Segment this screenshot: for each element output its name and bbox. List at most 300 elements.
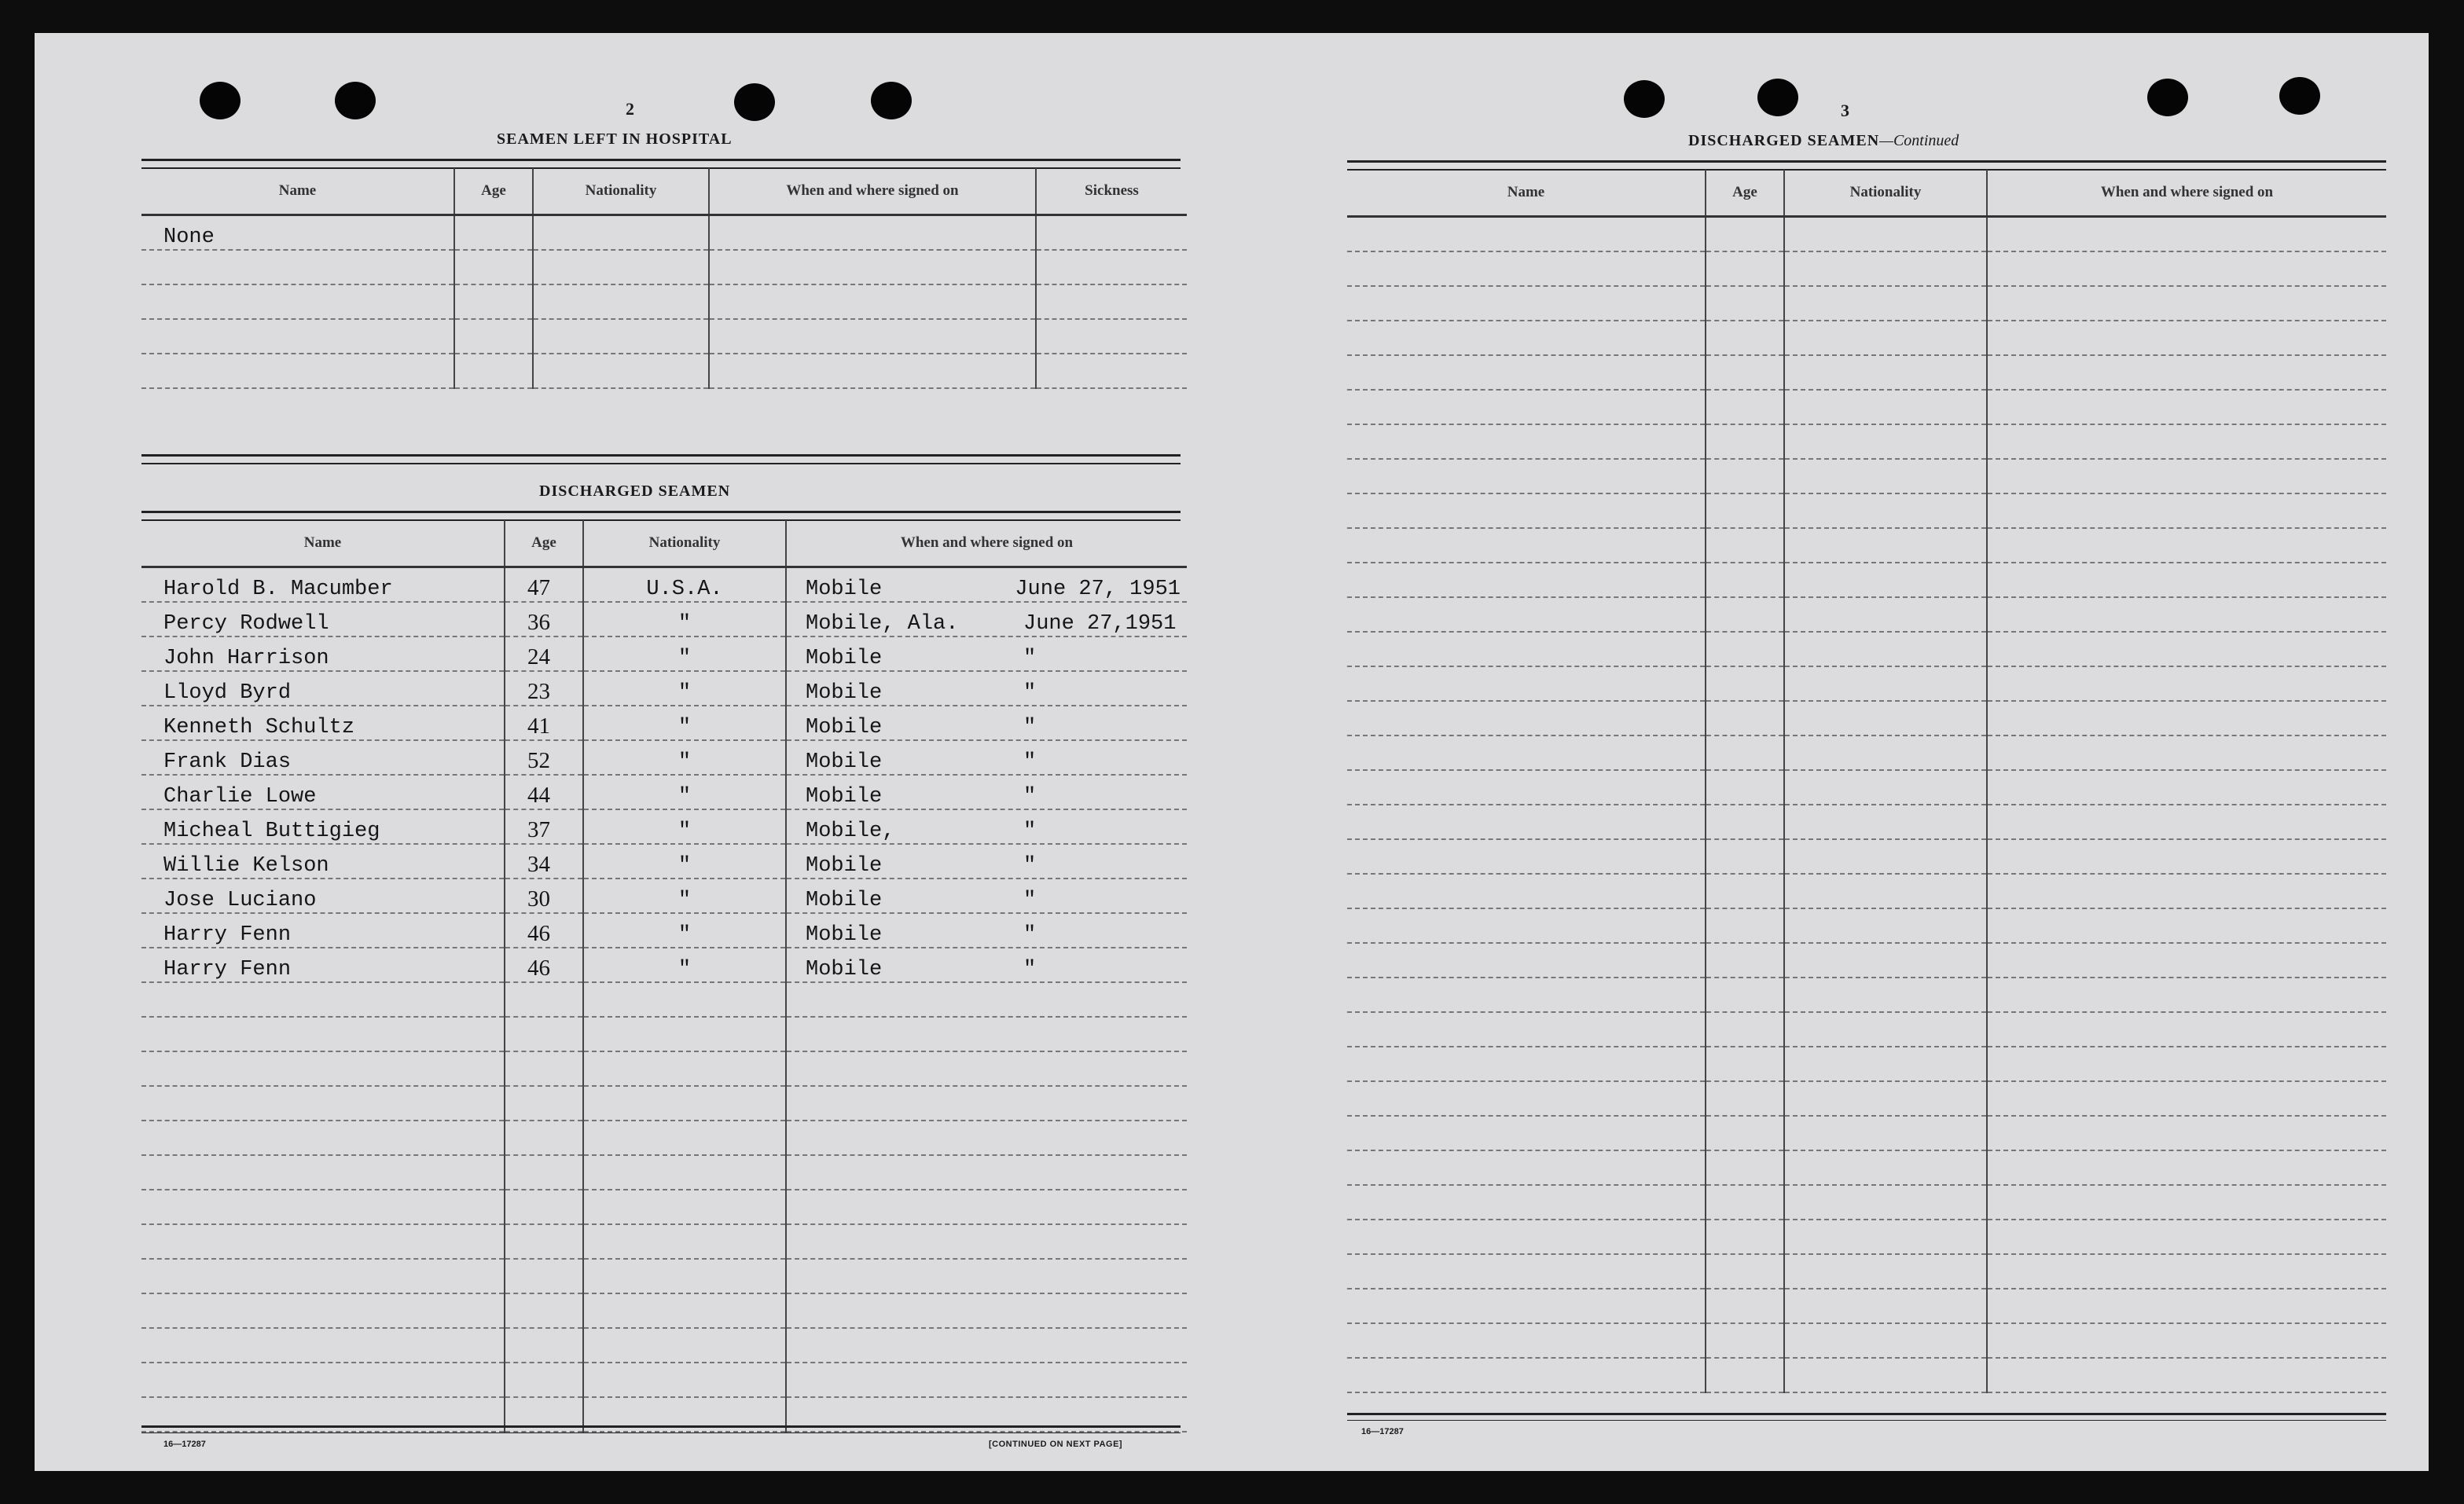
table-row <box>1347 321 2386 355</box>
table-cell <box>533 354 709 388</box>
table-cell <box>1784 217 1987 252</box>
seaman-nationality <box>583 1121 786 1155</box>
seaman-name: Kenneth Schultz <box>141 706 505 740</box>
seaman-name: Percy Rodwell <box>141 602 505 636</box>
signed-on <box>786 671 1187 706</box>
table-row <box>141 567 1187 603</box>
table-cell <box>1987 321 2386 355</box>
table-row <box>1347 424 2386 459</box>
table-cell <box>1347 666 1706 701</box>
signed-on-place: Mobile <box>806 578 883 601</box>
seaman-age <box>505 1086 583 1121</box>
seaman-name: Jose Luciano <box>141 879 505 913</box>
seaman-name: Lloyd Byrd <box>141 671 505 706</box>
signed-on <box>786 948 1187 982</box>
table-row <box>1347 632 2386 666</box>
signed-on-place: Mobile, <box>806 820 895 843</box>
signed-on <box>786 982 1187 1017</box>
signed-on-wrap <box>806 750 1187 774</box>
table-cell <box>1706 701 1784 735</box>
signed-on <box>786 1051 1187 1086</box>
table-cell <box>1706 735 1784 770</box>
seaman-age: 24 <box>505 636 583 671</box>
signed-on <box>786 1121 1187 1155</box>
signed-on <box>786 1293 1187 1328</box>
page-number: 3 <box>1841 101 1849 120</box>
seaman-name: Frank Dias <box>141 740 505 775</box>
table-row <box>141 948 1187 982</box>
seaman-age: 37 <box>505 809 583 844</box>
seaman-nationality <box>583 982 786 1017</box>
table-row <box>1347 355 2386 390</box>
table-row <box>141 215 1187 251</box>
table-cell <box>1347 735 1706 770</box>
seaman-name: Willie Kelson <box>141 844 505 879</box>
table-row <box>1347 1220 2386 1254</box>
seaman-age: 36 <box>505 602 583 636</box>
table-cell <box>1784 1150 1987 1185</box>
double-rule <box>141 454 1181 464</box>
table-cell <box>1987 908 2386 943</box>
signed-on <box>786 1155 1187 1190</box>
signed-on-place: Mobile <box>806 923 883 947</box>
seaman-age: 46 <box>505 913 583 948</box>
table-cell <box>1784 1012 1987 1047</box>
seaman-nationality: " <box>583 844 786 879</box>
discharged-continued-table <box>1347 170 2386 1393</box>
table-row <box>141 602 1187 636</box>
seaman-nationality <box>583 1017 786 1051</box>
table-cell <box>1036 354 1187 388</box>
table-cell <box>1784 251 1987 286</box>
table-row <box>1347 251 2386 286</box>
table-cell <box>1347 1323 1706 1358</box>
seaman-age: 34 <box>505 844 583 879</box>
seaman-nationality <box>583 1155 786 1190</box>
signed-on-date: " <box>1023 854 1037 878</box>
table-cell <box>1784 528 1987 563</box>
table-row <box>1347 701 2386 735</box>
seaman-name: Harry Fenn <box>141 948 505 982</box>
seaman-age: 30 <box>505 879 583 913</box>
table-row <box>1347 1358 2386 1392</box>
table-cell <box>1784 1047 1987 1081</box>
table-row <box>141 319 1187 354</box>
table-row <box>1347 528 2386 563</box>
table-cell <box>1987 978 2386 1012</box>
table-row <box>141 1051 1187 1086</box>
signed-on-wrap <box>806 923 1187 947</box>
table-cell <box>533 215 709 251</box>
signed-on-date: " <box>1023 820 1037 843</box>
table-row <box>1347 943 2386 978</box>
table-cell <box>1347 1358 1706 1392</box>
table-cell <box>454 250 533 284</box>
table-cell <box>1706 390 1784 424</box>
table-row <box>141 706 1187 740</box>
table-cell <box>1347 874 1706 908</box>
signed-on-date: " <box>1023 889 1037 912</box>
signed-on <box>786 740 1187 775</box>
table-cell <box>1347 943 1706 978</box>
table-cell <box>454 354 533 388</box>
table-row <box>1347 666 2386 701</box>
column-header: When and where signed on <box>786 520 1187 567</box>
signed-on-place: Mobile <box>806 716 883 739</box>
table-row <box>141 354 1187 388</box>
seaman-age <box>505 1328 583 1363</box>
table-row <box>1347 770 2386 805</box>
table-cell <box>1987 874 2386 908</box>
table-cell <box>1987 805 2386 839</box>
table-cell <box>1347 908 1706 943</box>
table-row <box>1347 735 2386 770</box>
table-cell <box>1784 355 1987 390</box>
signed-on-date: " <box>1023 785 1037 809</box>
table-cell <box>454 215 533 251</box>
table-cell <box>1987 770 2386 805</box>
signed-on-date: June 27, 1951 <box>1015 578 1181 601</box>
table-cell <box>1784 321 1987 355</box>
table-cell <box>1784 632 1987 666</box>
table-cell <box>1784 978 1987 1012</box>
table-cell <box>1784 908 1987 943</box>
column-header: When and where signed on <box>709 168 1036 215</box>
seaman-name <box>141 1259 505 1293</box>
table-cell <box>1784 424 1987 459</box>
table-cell <box>1784 597 1987 632</box>
signed-on-wrap <box>806 820 1187 843</box>
table-cell <box>1706 666 1784 701</box>
table-cell <box>141 319 454 354</box>
seaman-nationality <box>583 1363 786 1397</box>
seaman-name <box>141 1051 505 1086</box>
table-cell <box>1987 1150 2386 1185</box>
signed-on-wrap <box>806 958 1187 981</box>
table-row <box>1347 1081 2386 1116</box>
column-header: Sickness <box>1036 168 1187 215</box>
seaman-nationality <box>583 1190 786 1224</box>
signed-on <box>786 602 1187 636</box>
signed-on <box>786 879 1187 913</box>
signed-on-date: " <box>1023 716 1037 739</box>
table-cell <box>1987 1012 2386 1047</box>
table-row <box>1347 1116 2386 1150</box>
bottom-rule <box>141 1425 1181 1433</box>
signed-on <box>786 636 1187 671</box>
table-cell <box>1987 735 2386 770</box>
table-cell <box>1987 1254 2386 1289</box>
table-cell: None <box>141 215 454 251</box>
column-header: Nationality <box>533 168 709 215</box>
table-cell <box>1706 1358 1784 1392</box>
table-row <box>1347 493 2386 528</box>
hospital-table <box>141 168 1187 389</box>
table-cell <box>1347 1220 1706 1254</box>
table-cell <box>1706 597 1784 632</box>
signed-on-date: " <box>1023 647 1037 670</box>
seaman-nationality: " <box>583 740 786 775</box>
table-row <box>1347 839 2386 874</box>
table-cell <box>709 354 1036 388</box>
form-code: 16—17287 <box>1361 1427 1404 1436</box>
table-cell <box>1347 1012 1706 1047</box>
table-cell <box>1347 1116 1706 1150</box>
table-cell <box>1347 805 1706 839</box>
table-cell <box>1987 597 2386 632</box>
table-row <box>1347 1012 2386 1047</box>
seaman-name <box>141 1155 505 1190</box>
signed-on-date: " <box>1023 923 1037 947</box>
table-cell <box>1347 563 1706 597</box>
table-cell <box>1987 1358 2386 1392</box>
signed-on <box>786 1190 1187 1224</box>
seaman-nationality: " <box>583 636 786 671</box>
table-cell <box>1347 978 1706 1012</box>
seaman-age: 23 <box>505 671 583 706</box>
signed-on-place: Mobile <box>806 750 883 774</box>
signed-on-place: Mobile <box>806 647 883 670</box>
table-row <box>1347 1047 2386 1081</box>
seaman-name <box>141 1293 505 1328</box>
seaman-nationality <box>583 1086 786 1121</box>
table-row <box>141 1259 1187 1293</box>
table-cell <box>1784 1081 1987 1116</box>
signed-on <box>786 1086 1187 1121</box>
signed-on-place: Mobile <box>806 681 883 705</box>
table-cell <box>1784 286 1987 321</box>
table-cell <box>1784 459 1987 493</box>
table-row <box>1347 1323 2386 1358</box>
table-cell <box>709 250 1036 284</box>
table-row <box>1347 1254 2386 1289</box>
signed-on-place: Mobile <box>806 889 883 912</box>
signed-on-place: Mobile, Ala. <box>806 612 959 636</box>
table-cell <box>1987 493 2386 528</box>
table-cell <box>1784 874 1987 908</box>
signed-on-wrap <box>806 647 1187 670</box>
seaman-age <box>505 1155 583 1190</box>
table-cell <box>454 319 533 354</box>
signed-on <box>786 567 1187 603</box>
table-row <box>141 775 1187 809</box>
table-cell <box>1987 286 2386 321</box>
seaman-nationality: " <box>583 706 786 740</box>
seaman-nationality: " <box>583 775 786 809</box>
table-row <box>141 250 1187 284</box>
table-row <box>1347 390 2386 424</box>
table-cell <box>1347 528 1706 563</box>
signed-on-date: June 27,1951 <box>1023 612 1177 636</box>
seaman-name <box>141 1121 505 1155</box>
table-cell <box>1784 1116 1987 1150</box>
table-cell <box>1987 943 2386 978</box>
table-cell <box>1347 597 1706 632</box>
table-row <box>141 636 1187 671</box>
table-cell <box>1987 701 2386 735</box>
table-cell <box>1347 1185 1706 1220</box>
table-row <box>141 844 1187 879</box>
table-cell <box>1987 1323 2386 1358</box>
table-cell <box>1347 1150 1706 1185</box>
table-cell <box>1784 563 1987 597</box>
seaman-age <box>505 1051 583 1086</box>
table-cell <box>1706 839 1784 874</box>
table-cell <box>1706 1289 1784 1323</box>
seaman-nationality <box>583 1051 786 1086</box>
column-header: Nationality <box>1784 170 1987 217</box>
table-cell <box>1036 319 1187 354</box>
table-cell <box>1987 632 2386 666</box>
seaman-name: Charlie Lowe <box>141 775 505 809</box>
table-cell <box>1706 424 1784 459</box>
seaman-age <box>505 1190 583 1224</box>
ledger-sheet <box>35 33 2429 1471</box>
table-cell <box>1784 1323 1987 1358</box>
table-cell <box>1987 1289 2386 1323</box>
table-cell <box>1347 1047 1706 1081</box>
signed-on-wrap <box>806 681 1187 705</box>
table-cell <box>1706 978 1784 1012</box>
table-cell <box>1706 321 1784 355</box>
table-cell <box>1036 215 1187 251</box>
table-cell <box>1784 1185 1987 1220</box>
table-cell <box>1347 251 1706 286</box>
seaman-nationality: " <box>583 809 786 844</box>
table-cell <box>141 354 454 388</box>
continued-note: [CONTINUED ON NEXT PAGE] <box>989 1440 1123 1449</box>
table-cell <box>533 319 709 354</box>
table-cell <box>1706 528 1784 563</box>
table-row <box>141 809 1187 844</box>
table-cell <box>1706 632 1784 666</box>
table-row <box>141 1293 1187 1328</box>
column-header: Age <box>505 520 583 567</box>
table-cell <box>1987 839 2386 874</box>
signed-on-wrap <box>806 578 1187 601</box>
table-cell <box>1706 1081 1784 1116</box>
table-cell <box>1347 493 1706 528</box>
seaman-name <box>141 1190 505 1224</box>
seaman-age: 47 <box>505 567 583 603</box>
signed-on <box>786 1259 1187 1293</box>
table-cell <box>1784 1254 1987 1289</box>
seaman-age <box>505 1293 583 1328</box>
signed-on <box>786 1363 1187 1397</box>
table-cell <box>1706 563 1784 597</box>
table-row <box>1347 978 2386 1012</box>
table-row <box>1347 874 2386 908</box>
seaman-name <box>141 1328 505 1363</box>
table-cell <box>1706 1323 1784 1358</box>
signed-on-place: Mobile <box>806 854 883 878</box>
form-code: 16—17287 <box>163 1440 206 1449</box>
signed-on-wrap <box>806 854 1187 878</box>
table-row <box>141 1121 1187 1155</box>
column-header: When and where signed on <box>1987 170 2386 217</box>
table-cell <box>1784 805 1987 839</box>
table-cell <box>709 215 1036 251</box>
table-row <box>1347 805 2386 839</box>
table-cell <box>1347 217 1706 252</box>
signed-on-wrap <box>806 716 1187 739</box>
table-row <box>1347 217 2386 252</box>
table-cell <box>709 319 1036 354</box>
column-header: Age <box>454 168 533 215</box>
table-cell <box>1706 1185 1784 1220</box>
signed-on-date: " <box>1023 750 1037 774</box>
signed-on <box>786 1017 1187 1051</box>
left-page <box>107 33 1192 1471</box>
seaman-nationality <box>583 1259 786 1293</box>
table-cell <box>1706 1047 1784 1081</box>
table-cell <box>533 284 709 319</box>
seaman-age <box>505 982 583 1017</box>
table-cell <box>1987 424 2386 459</box>
table-cell <box>1784 390 1987 424</box>
signed-on <box>786 1224 1187 1259</box>
seaman-nationality: " <box>583 913 786 948</box>
page-number: 2 <box>626 99 634 119</box>
table-cell <box>1347 770 1706 805</box>
table-cell <box>1784 493 1987 528</box>
table-cell <box>1987 251 2386 286</box>
seaman-name <box>141 1086 505 1121</box>
signed-on-place: Mobile <box>806 958 883 981</box>
table-row <box>141 671 1187 706</box>
bottom-rule <box>1347 1413 2386 1421</box>
seaman-age: 46 <box>505 948 583 982</box>
signed-on <box>786 706 1187 740</box>
table-cell <box>1987 528 2386 563</box>
seaman-name: Micheal Buttigieg <box>141 809 505 844</box>
seaman-name <box>141 982 505 1017</box>
table-cell <box>1347 1081 1706 1116</box>
seaman-nationality: U.S.A. <box>583 567 786 603</box>
table-cell <box>1987 390 2386 424</box>
table-cell <box>1784 666 1987 701</box>
seaman-name: Harry Fenn <box>141 913 505 948</box>
seaman-name: Harold B. Macumber <box>141 567 505 603</box>
seaman-age <box>505 1017 583 1051</box>
table-cell <box>1347 321 1706 355</box>
table-cell <box>1347 1289 1706 1323</box>
table-cell <box>1784 1220 1987 1254</box>
table-cell <box>1347 1254 1706 1289</box>
table-row <box>141 1190 1187 1224</box>
table-cell <box>1987 1081 2386 1116</box>
seaman-name <box>141 1224 505 1259</box>
table-row <box>1347 1185 2386 1220</box>
table-cell <box>454 284 533 319</box>
table-cell <box>1784 1289 1987 1323</box>
table-cell <box>1987 1047 2386 1081</box>
table-cell <box>1706 1220 1784 1254</box>
column-header: Name <box>141 520 505 567</box>
table-row <box>141 740 1187 775</box>
table-cell <box>1987 1116 2386 1150</box>
table-row <box>1347 459 2386 493</box>
section-title-discharged: DISCHARGED SEAMEN <box>539 482 731 500</box>
table-row <box>141 1017 1187 1051</box>
title-continued: —Continued <box>1879 132 1959 149</box>
table-row <box>141 1328 1187 1363</box>
signed-on <box>786 844 1187 879</box>
seaman-name <box>141 1017 505 1051</box>
table-cell <box>1706 355 1784 390</box>
table-cell <box>1347 839 1706 874</box>
seaman-nationality <box>583 1328 786 1363</box>
